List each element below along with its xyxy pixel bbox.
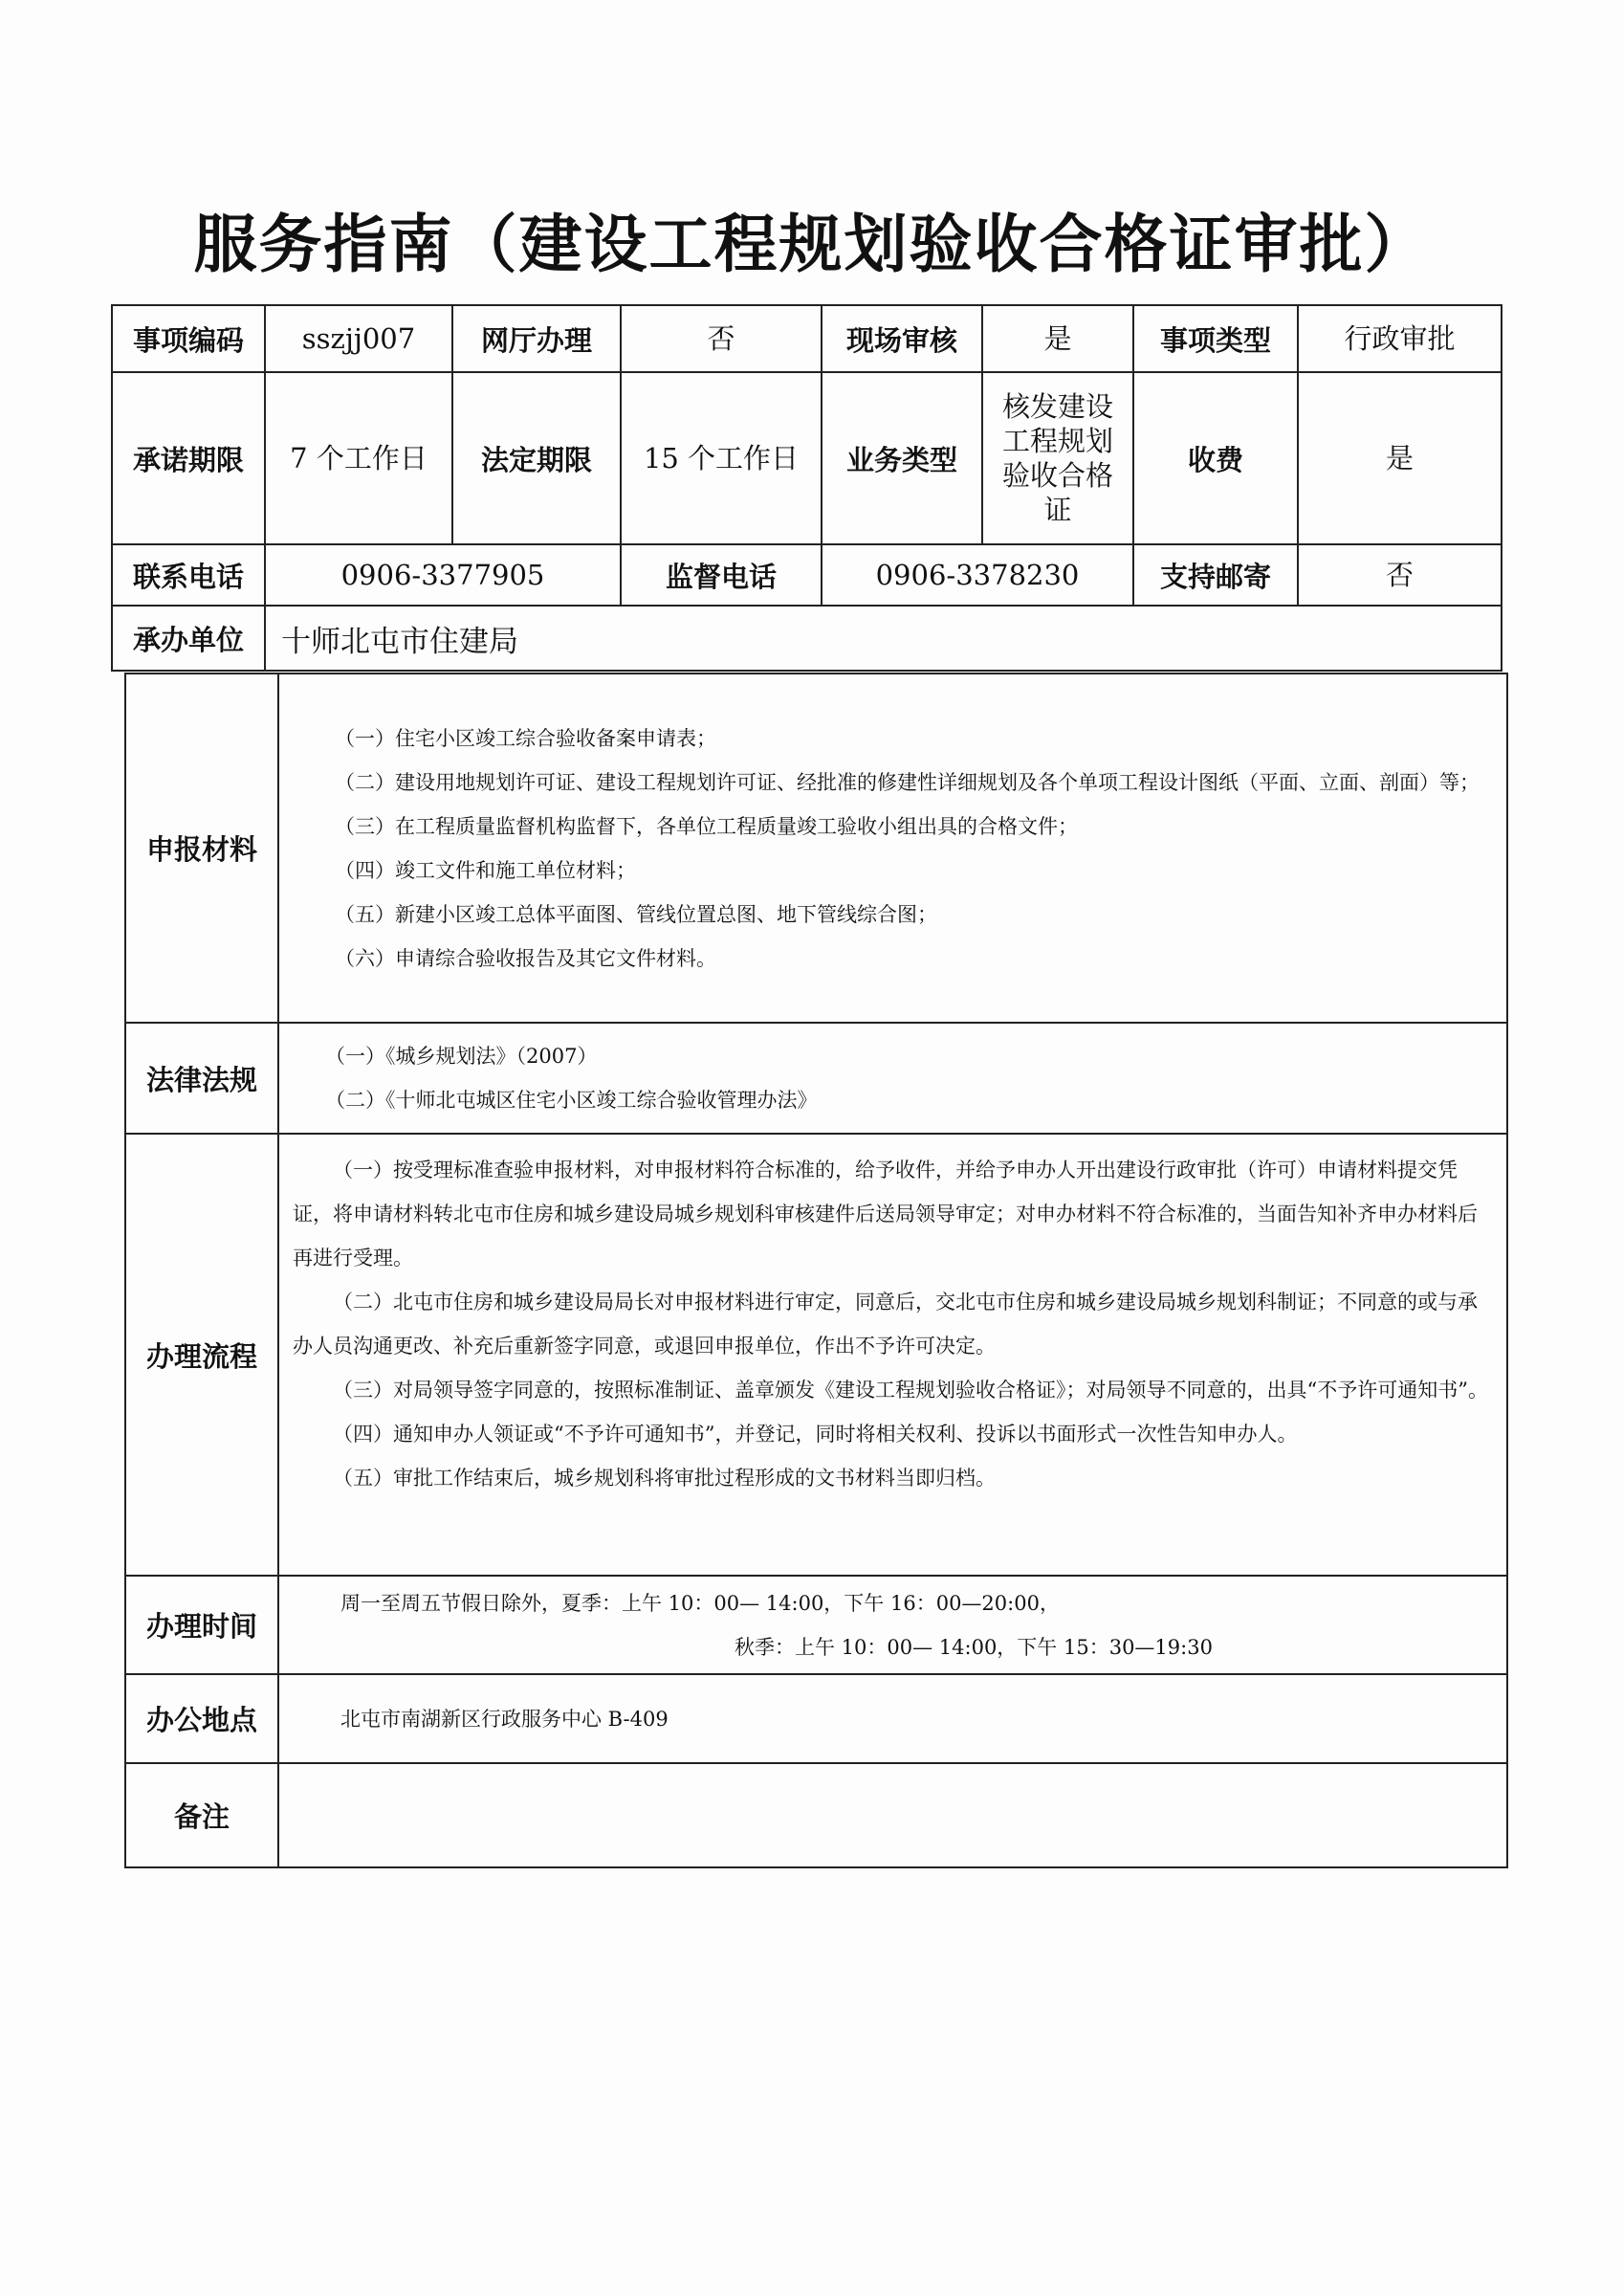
process-content (278, 1134, 1507, 1576)
laws-row (125, 1023, 1507, 1134)
materials-item: （二）建设用地规划许可证、建设工程规划许可证、经批准的修建性详细规划及各个单项工程设计图纸（平面、立面、剖面）等； (335, 770, 1480, 794)
materials-item: （三）在工程质量监督机构监督下，各单位工程质量竣工验收小组出具的合格文件； (335, 814, 1078, 838)
phone-value: 0906-3377905 (265, 544, 621, 606)
biz-type-value: 核发建设工程规划验收合格证 (982, 372, 1133, 544)
process-item: （三）对局领导签字同意的，按照标准制证、盖章颁发《建设工程规划验收合格证》；对局领导不同意的，出具“不予许可通知书”。 (333, 1379, 1488, 1402)
hours-line-autumn: 秋季：上午 10：00— 14:00，下午 15：30—19:30 (735, 1635, 1213, 1659)
info-row-1 (112, 305, 1502, 372)
hours-line-summer: 周一至周五节假日除外，夏季：上午 10：00— 14:00，下午 16：00—20:00， (340, 1591, 1060, 1615)
materials-item: （五）新建小区竣工总体平面图、管线位置总图、地下管线综合图； (335, 902, 937, 926)
legal-value: 15 个工作日 (621, 372, 822, 544)
mail-value: 否 (1298, 544, 1502, 606)
remarks-row (125, 1763, 1507, 1867)
fee-label: 收费 (1133, 372, 1298, 544)
process-label: 办理流程 (125, 1134, 278, 1576)
location-label: 办公地点 (125, 1674, 278, 1763)
hours-label: 办理时间 (125, 1576, 278, 1674)
materials-row (125, 673, 1507, 1023)
item-type-label: 事项类型 (1133, 305, 1298, 372)
item-type-value: 行政审批 (1298, 305, 1502, 372)
process-item: （五）审批工作结束后，城乡规划科将审批过程形成的文书材料当即归档。 (333, 1467, 996, 1490)
onsite-label: 现场审核 (822, 305, 982, 372)
location-value: 北屯市南湖新区行政服务中心 B-409 (278, 1674, 1507, 1763)
promise-value: 7 个工作日 (265, 372, 452, 544)
mail-label: 支持邮寄 (1133, 544, 1298, 606)
laws-item: （二）《十师北屯城区住宅小区竣工综合验收管理办法》 (325, 1089, 818, 1112)
promise-label: 承诺期限 (112, 372, 265, 544)
laws-label: 法律法规 (125, 1023, 278, 1134)
info-table (111, 304, 1502, 672)
process-item: （四）通知申办人领证或“不予许可通知书”，并登记，同时将相关权利、投诉以书面形式一次性告知申办人。 (333, 1423, 1298, 1446)
remarks-value (278, 1763, 1507, 1867)
info-row-4 (112, 606, 1502, 671)
process-item: （一）按受理标准查验申报材料，对申报材料符合标准的，给予收件，并给予申办人开出建设行政审批（许可）申请材料提交凭证，将申请材料转北屯市住房和城乡建设局城乡规划科审核建件后送局领导审定；对申办材料不符合标准的，当面告知补齐申办材料后再进行受理。 (293, 1159, 1478, 1269)
materials-content (278, 673, 1507, 1023)
org-label: 承办单位 (112, 606, 265, 671)
item-code-label: 事项编码 (112, 305, 265, 372)
phone-label: 联系电话 (112, 544, 265, 606)
location-row (125, 1674, 1507, 1763)
supervise-value: 0906-3378230 (822, 544, 1133, 606)
laws-content (278, 1023, 1507, 1134)
materials-label: 申报材料 (125, 673, 278, 1023)
org-value: 十师北屯市住建局 (265, 606, 1502, 671)
process-item: （二）北屯市住房和城乡建设局局长对申报材料进行审定，同意后，交北屯市住房和城乡建设局城乡规划科制证；不同意的或与承办人员沟通更改、补充后重新签字同意，或退回申报单位，作出不予许可决定。 (293, 1291, 1478, 1358)
onsite-value: 是 (982, 305, 1133, 372)
info-row-3 (112, 544, 1502, 606)
online-label: 网厅办理 (452, 305, 621, 372)
materials-item: （六）申请综合验收报告及其它文件材料。 (335, 946, 716, 970)
laws-item: （一）《城乡规划法》（2007） (325, 1045, 598, 1068)
remarks-label: 备注 (125, 1763, 278, 1867)
online-value: 否 (621, 305, 822, 372)
detail-table (124, 673, 1508, 1868)
page-title: 服务指南（建设工程规划验收合格证审批） (193, 208, 1430, 281)
fee-value: 是 (1298, 372, 1502, 544)
item-code-value: sszjj007 (265, 305, 452, 372)
materials-item: （一）住宅小区竣工综合验收备案申请表； (335, 726, 716, 750)
hours-row (125, 1576, 1507, 1674)
info-row-2 (112, 372, 1502, 544)
legal-label: 法定期限 (452, 372, 621, 544)
materials-item: （四）竣工文件和施工单位材料； (335, 858, 636, 882)
process-row (125, 1134, 1507, 1576)
biz-type-label: 业务类型 (822, 372, 982, 544)
supervise-label: 监督电话 (621, 544, 822, 606)
hours-content (278, 1576, 1507, 1674)
